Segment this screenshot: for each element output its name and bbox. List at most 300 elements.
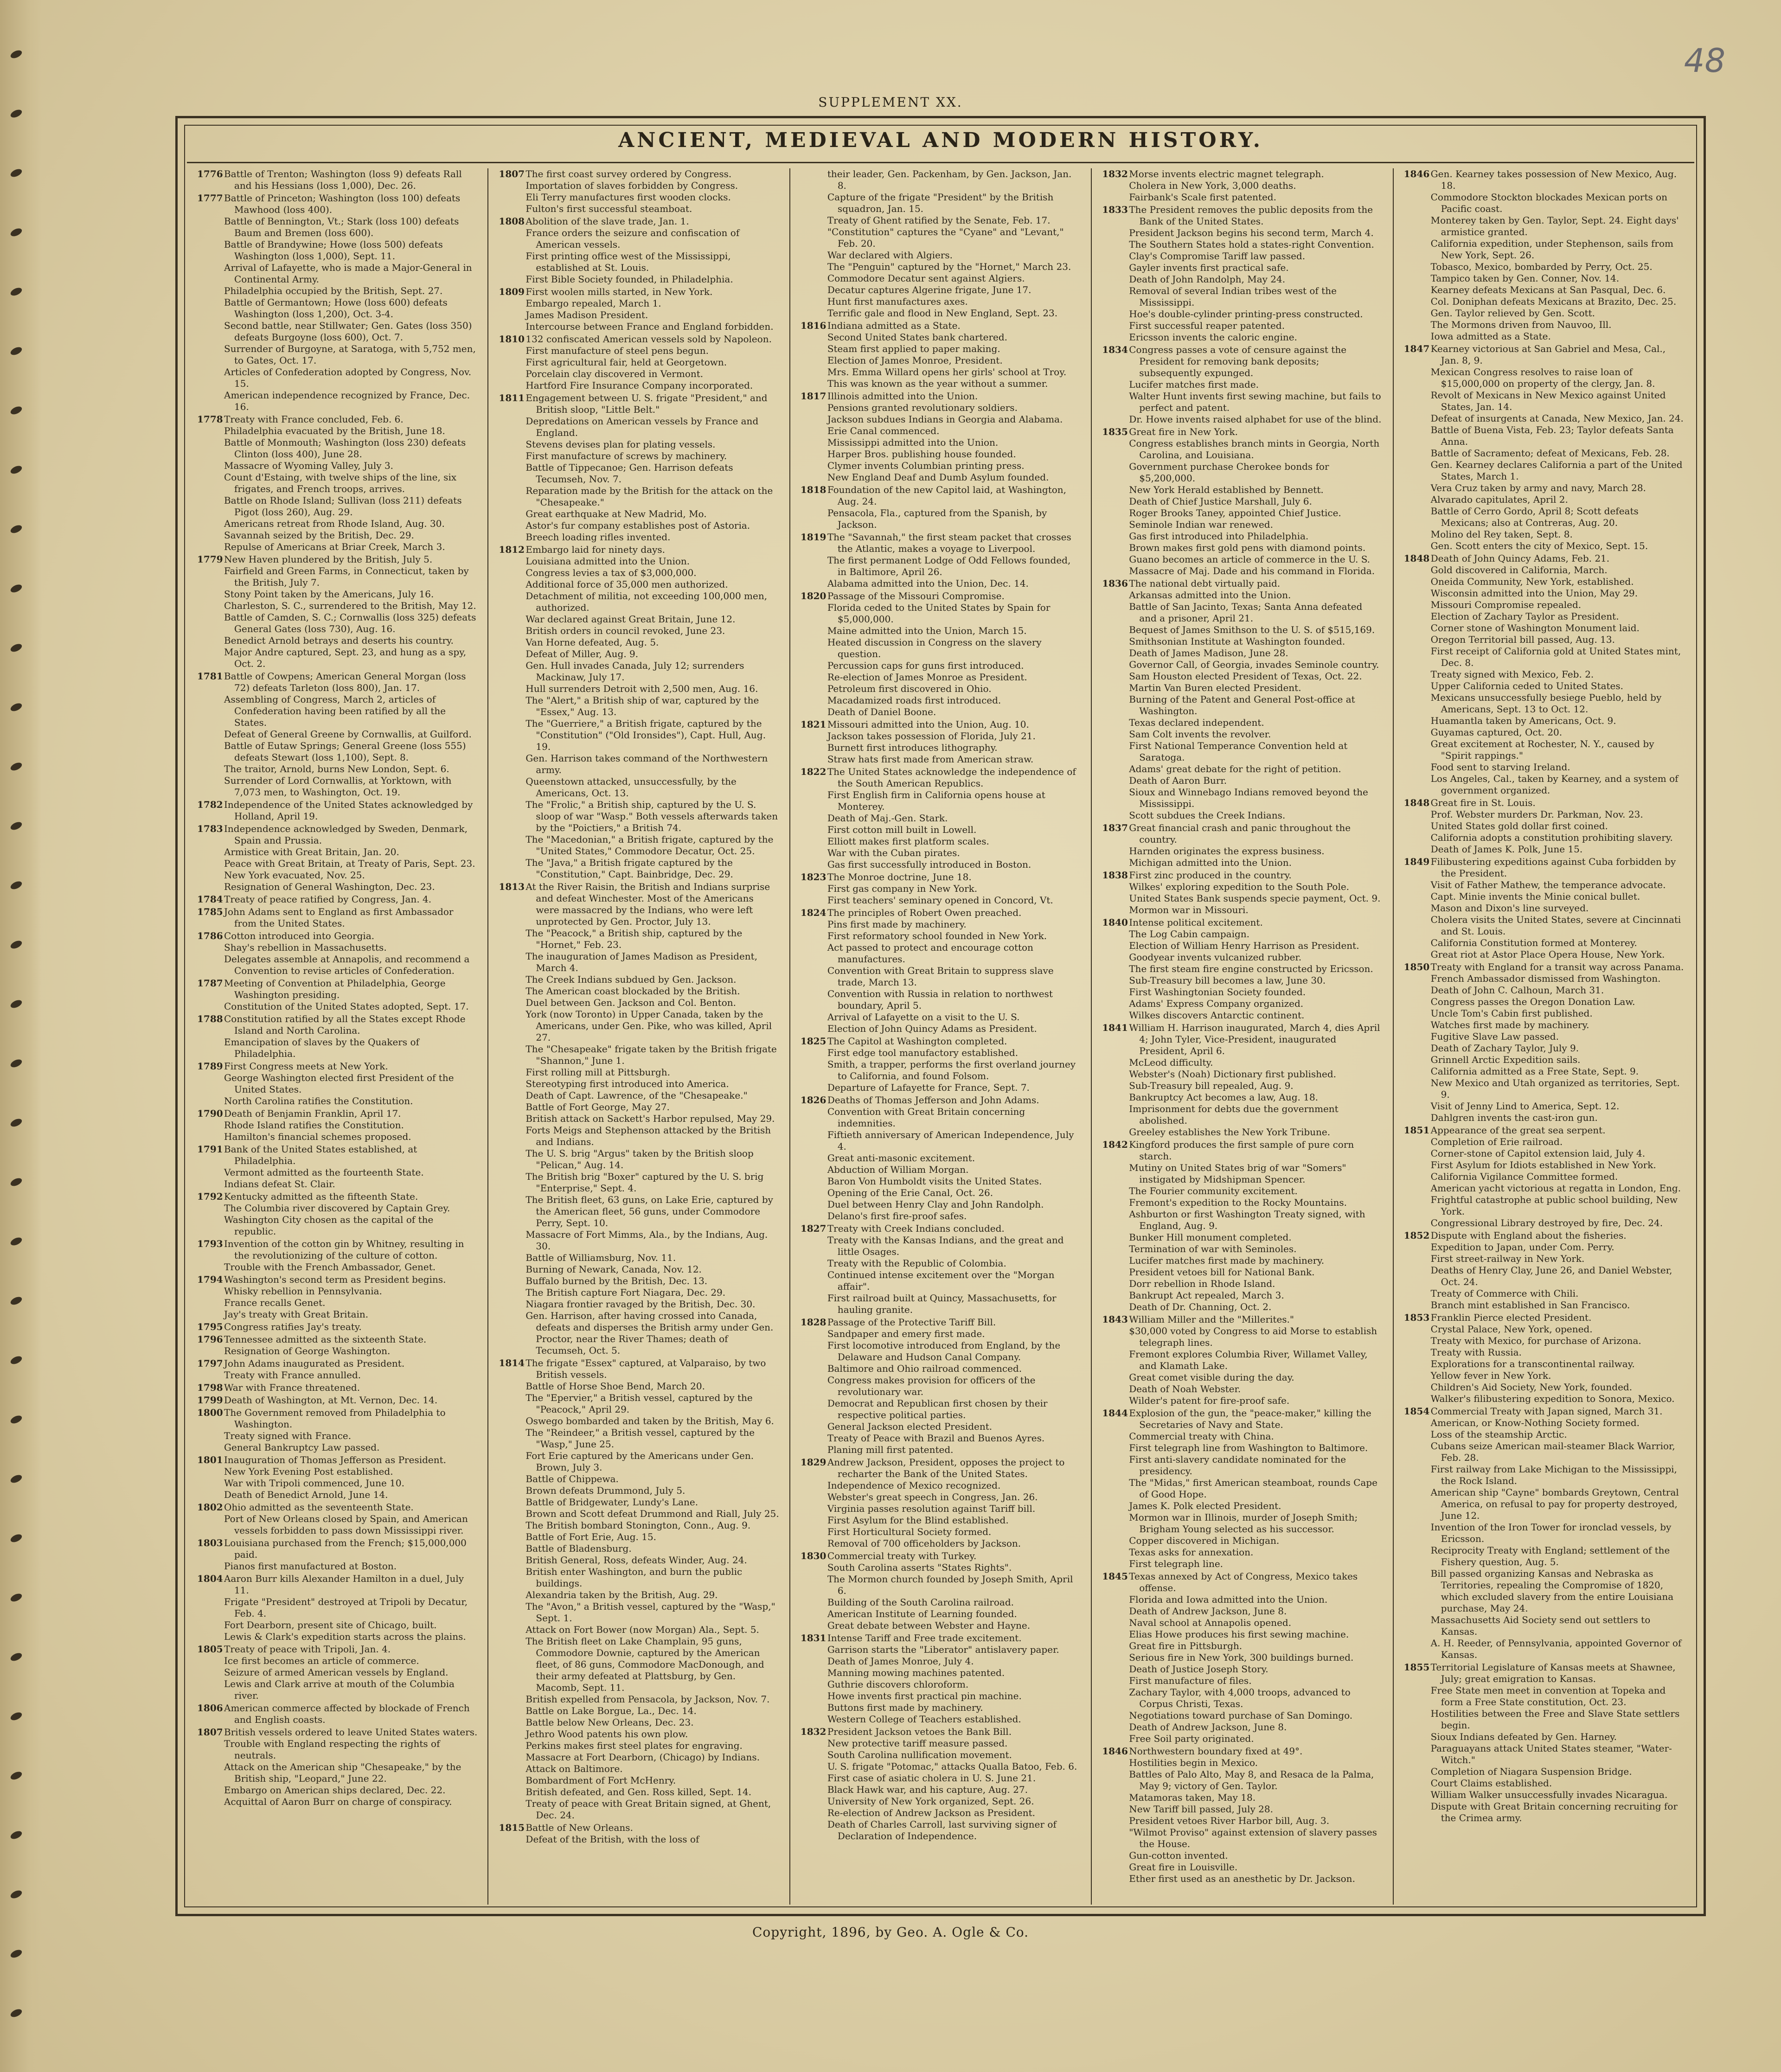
event-item: Death of Maj.-Gen. Stark.	[827, 812, 948, 824]
event-item: Congressional Library destroyed by fire, Dec. 24.	[1430, 1217, 1663, 1228]
year-label: 1792	[197, 1191, 223, 1202]
event-item: Treaty with England for a transit way across Panama.	[1430, 961, 1684, 972]
event-item: Gun-cotton invented.	[1129, 1850, 1228, 1861]
year-label: 1798	[197, 1382, 223, 1393]
event-item: Commercial Treaty with Japan signed, March 31.	[1430, 1406, 1663, 1417]
event-item: their leader, Gen. Packenham, by Gen. Jackson, Jan. 8.	[827, 168, 1072, 191]
year-label: 1777	[197, 192, 223, 204]
event-item: First Horticultural Society formed.	[827, 1526, 992, 1537]
event-item: Gas first introduced into Philadelphia.	[1129, 531, 1309, 542]
event-item: California expedition, under Stephenson, sails from New York, Sept. 26.	[1430, 238, 1673, 261]
event-list	[224, 671, 477, 798]
event-item: Percussion caps for guns first introduced.	[827, 660, 1024, 671]
event-item: The "Reindeer," a British vessel, captured by the "Wasp," June 25.	[525, 1427, 755, 1450]
event-item: Resignation of General Washington, Dec. 23.	[224, 881, 435, 892]
year-label: 1819	[800, 531, 826, 543]
event-item: First locomotive introduced from England, by the Delaware and Hudson Canal Company.	[827, 1340, 1061, 1362]
event-item: Seizure of armed American vessels by England.	[224, 1667, 448, 1678]
event-item: American commerce affected by blockade of French and English coasts.	[224, 1702, 470, 1725]
event-item: Texas asks for annexation.	[1129, 1547, 1254, 1558]
event-item: War with Tripoli commenced, June 10.	[224, 1477, 404, 1489]
event-item: Gen. Harrison takes command of the Northwestern army.	[525, 753, 768, 775]
year-label: 1831	[800, 1632, 826, 1644]
event-item: Heated discussion in Congress on the slavery question.	[827, 637, 1042, 659]
year-label: 1835	[1102, 426, 1128, 437]
event-list	[827, 390, 1081, 483]
event-item: Louisiana admitted into the Union.	[525, 556, 690, 567]
event-item: Battle of Cerro Gordo, April 8; Scott defeats Mexicans; also at Contreras, Aug. 20.	[1430, 505, 1639, 528]
event-item: The "Macedonian," a British frigate, captured by the "United States," Commodore Decatur, Oct. 25.	[525, 834, 774, 857]
event-list	[1129, 1139, 1382, 1313]
event-item: Walker's filibustering expedition to Sonora, Mexico.	[1430, 1393, 1675, 1404]
event-item: Intense Tariff and Free trade excitement.	[827, 1632, 1022, 1644]
event-item: Negotiations toward purchase of San Domingo.	[1129, 1710, 1353, 1721]
event-list	[224, 1502, 477, 1536]
event-list	[525, 1822, 779, 1845]
history-frame	[175, 116, 1706, 1916]
event-item: First gas company in New York.	[827, 883, 978, 894]
event-item: Seminole Indian war renewed.	[1129, 519, 1273, 530]
year-entry	[801, 1094, 1081, 1222]
event-item: The national debt virtually paid.	[1129, 578, 1281, 589]
event-item: First railway from Lake Michigan to the Mississippi, the Rock Island.	[1430, 1464, 1677, 1486]
event-item: Texas annexed by Act of Congress, Mexico takes offense.	[1129, 1571, 1358, 1593]
event-item: Petroleum first discovered in Ohio.	[827, 683, 992, 694]
event-item: Lewis & Clark's expedition starts across the plains.	[224, 1631, 466, 1642]
event-item: Removal of several Indian tribes west of the Mississippi.	[1129, 285, 1337, 308]
event-list	[1129, 1022, 1382, 1138]
year-label: 1787	[197, 978, 223, 989]
event-item: First telegraph line.	[1129, 1558, 1224, 1569]
event-item: Upper California ceded to United States.	[1430, 680, 1624, 691]
event-item: Elias Howe produces his first sewing machine.	[1129, 1629, 1349, 1640]
event-item: Arrival of Lafayette, who is made a Major-General in Continental Army.	[224, 262, 472, 285]
event-item: Sioux and Winnebago Indians removed beyond the Mississippi.	[1129, 787, 1368, 809]
year-label: 1796	[197, 1334, 223, 1345]
event-item: New protective tariff measure passed.	[827, 1738, 1008, 1749]
event-item: The traitor, Arnold, burns New London, Sept. 6.	[224, 763, 449, 774]
event-item: United States gold dollar first coined.	[1430, 820, 1608, 831]
event-item: Gen. Kearney declares California a part of the United States, March 1.	[1430, 459, 1683, 482]
event-item: Deaths of Henry Clay, June 26, and Daniel Webster, Oct. 24.	[1430, 1265, 1672, 1287]
event-item: Governor Call, of Georgia, invades Seminole country.	[1129, 659, 1379, 670]
event-item: Niagara frontier ravaged by the British, Dec. 30.	[525, 1298, 756, 1310]
event-item: The United States acknowledge the independence of the South American Republics.	[827, 766, 1076, 789]
event-list	[1431, 961, 1684, 1124]
event-item: American, or Know-Nothing Society formed.	[1430, 1417, 1640, 1428]
event-item: Guthrie discovers chloroform.	[827, 1679, 969, 1690]
year-entry	[197, 168, 477, 192]
event-item: Kearney defeats Mexicans at San Pasqual, Dec. 6.	[1430, 284, 1666, 295]
year-label: 1810	[499, 333, 525, 345]
event-item: The Fourier community excitement.	[1129, 1185, 1298, 1196]
event-list	[224, 1454, 477, 1501]
event-item: Hartford Fire Insurance Company incorporated.	[525, 380, 753, 391]
event-item: Ohio admitted as the seventeenth State.	[224, 1502, 414, 1513]
event-item: Mexican Congress resolves to raise loan of $15,000,000 on property of the clergy, Jan. 8.	[1430, 366, 1655, 389]
year-entry	[1404, 797, 1684, 855]
event-item: Death of Daniel Boone.	[827, 706, 936, 717]
event-item: Los Angeles, Cal., taken by Kearney, and a system of government organized.	[1430, 773, 1678, 796]
year-entry	[1404, 1406, 1684, 1661]
year-label: 1815	[499, 1822, 525, 1833]
event-item: The British fleet, 63 guns, on Lake Erie, captured by the American fleet, 56 guns, under Commodore Perry, Sept. 10.	[525, 1194, 773, 1228]
event-item: Buttons first made by machinery.	[827, 1702, 983, 1713]
event-item: Jackson takes possession of Florida, July 21.	[827, 730, 1036, 742]
year-label: 1826	[800, 1094, 826, 1106]
event-item: This was known as the year without a summer.	[827, 378, 1048, 389]
event-item: Hostilities between the Free and Slave State settlers begin.	[1430, 1708, 1680, 1731]
event-list	[224, 978, 477, 1012]
event-item: Congress passes the Oregon Donation Law.	[1430, 996, 1635, 1007]
event-item: Intercourse between France and England forbidden.	[525, 321, 774, 332]
event-item: Terrific gale and flood in New England, Sept. 23.	[827, 307, 1058, 319]
event-item: Fairbank's Scale first patented.	[1129, 192, 1276, 203]
binding-hole	[9, 820, 23, 831]
event-item: Death of James Monroe, July 4.	[827, 1656, 974, 1667]
year-label: 1784	[197, 894, 223, 905]
event-item: Indians defeat St. Clair.	[224, 1178, 335, 1189]
event-item: Monterey taken by Gen. Taylor, Sept. 24. Eight days' armistice granted.	[1430, 215, 1679, 237]
year-label: 1844	[1102, 1407, 1128, 1419]
event-item: Gayler invents first practical safe.	[1129, 262, 1289, 273]
event-item: "Constitution" captures the "Cyane" and "Levant," Feb. 20.	[827, 226, 1064, 249]
event-item: Free Soil party originated.	[1129, 1733, 1254, 1744]
event-item: Death of Capt. Lawrence, of the "Chesapeake."	[525, 1090, 748, 1101]
event-list	[1129, 1407, 1382, 1570]
year-label: 1834	[1102, 344, 1128, 355]
event-item: Brown defeats Drummond, July 5.	[525, 1485, 685, 1496]
event-list	[525, 168, 779, 215]
event-item: Battle of Cowpens; American General Morgan (loss 72) defeats Tarleton (loss 800), Jan. 17.	[224, 671, 466, 693]
binding-hole	[9, 702, 23, 713]
event-item: Missouri admitted into the Union, Aug. 10.	[827, 719, 1029, 730]
event-item: Kingford produces the first sample of pure corn starch.	[1129, 1139, 1354, 1162]
event-item: Defeat of insurgents at Canada, New Mexico, Jan. 24.	[1430, 413, 1684, 424]
year-entry	[197, 978, 477, 1012]
event-item: Gen. Kearney takes possession of New Mexico, Aug. 18.	[1430, 168, 1677, 191]
year-label: 1786	[197, 930, 223, 941]
event-item: U. S. frigate "Potomac," attacks Qualla Batoo, Feb. 6.	[827, 1761, 1077, 1772]
binding-hole	[9, 1236, 23, 1247]
event-item: Death of John C. Calhoun, March 31.	[1430, 985, 1604, 996]
event-item: Fort Erie captured by the Americans under Gen. Brown, July 3.	[525, 1450, 754, 1473]
event-item: Whisky rebellion in Pennsylvania.	[224, 1285, 382, 1297]
event-item: Continued intense excitement over the "Morgan affair".	[827, 1269, 1055, 1292]
year-entry	[1102, 1746, 1382, 1885]
event-list	[1129, 168, 1382, 203]
event-item: First street-railway in New York.	[1430, 1253, 1585, 1264]
year-label: 1846	[1403, 168, 1430, 179]
event-item: Battle of Camden, S. C.; Cornwallis (loss 325) defeats General Gates (loss 730), Aug. 16.	[224, 612, 476, 634]
event-item: British vessels ordered to leave United States waters.	[224, 1727, 478, 1738]
event-item: Treaty of Peace with Brazil and Buenos Ayres.	[827, 1432, 1045, 1444]
year-entry	[801, 1223, 1081, 1316]
event-item: First Congress meets at New York.	[224, 1061, 388, 1072]
event-item: Stereotyping first introduced into America.	[525, 1078, 729, 1089]
event-item: Commodore Decatur sent against Algiers.	[827, 273, 1025, 284]
year-entry	[499, 392, 779, 543]
event-item: McLeod difficulty.	[1129, 1057, 1213, 1068]
event-list	[224, 906, 477, 929]
event-item: Florida and Iowa admitted into the Union.	[1129, 1594, 1328, 1605]
event-item: The President removes the public deposits from the Bank of the United States.	[1129, 204, 1373, 227]
event-item: The principles of Robert Owen preached.	[827, 907, 1022, 918]
event-list	[224, 1702, 477, 1726]
binding-hole	[9, 998, 23, 1010]
event-item: The "Peacock," a British ship, captured by the "Hornet," Feb. 23.	[525, 927, 743, 950]
event-item: Frightful catastrophe at public school building, New York.	[1430, 1194, 1678, 1217]
event-item: Dahlgren invents the cast-iron gun.	[1430, 1112, 1598, 1123]
year-entry	[197, 671, 477, 798]
event-item: Roger Brooks Taney, appointed Chief Justice.	[1129, 507, 1341, 518]
event-list	[224, 1573, 477, 1643]
event-list	[827, 484, 1081, 531]
year-label: 1855	[1403, 1662, 1430, 1673]
event-item: General Bankruptcy Law passed.	[224, 1442, 380, 1453]
event-list	[827, 1457, 1081, 1549]
event-item: Garrison starts the "Liberator" antislavery paper.	[827, 1644, 1059, 1655]
event-item: James K. Polk elected President.	[1129, 1500, 1281, 1511]
year-entry	[801, 1317, 1081, 1456]
event-item: The "Midas," first American steamboat, rounds Cape of Good Hope.	[1129, 1477, 1377, 1500]
event-item: Andrew Jackson, President, opposes the project to recharter the Bank of the United States.	[827, 1457, 1065, 1479]
year-entry	[197, 894, 477, 905]
event-list	[224, 168, 477, 192]
event-item: The British fleet on Lake Champlain, 95 guns, Commodore Downie, captured by the American fleet, of 86 guns, Commodore MacDonough, and their army defeated at Plattsburg, by Gen. Macomb, Sept. 11.	[525, 1636, 764, 1693]
binding-hole	[9, 1829, 23, 1841]
year-label: 1848	[1403, 797, 1430, 808]
event-item: The Mormon church founded by Joseph Smith, April 6.	[827, 1573, 1073, 1596]
binding-hole	[9, 1177, 23, 1188]
event-item: Vermont admitted as the fourteenth State.	[224, 1167, 424, 1178]
event-item: Perkins makes first steel plates for engraving.	[525, 1740, 743, 1751]
event-item: Visit of Jenny Lind to America, Sept. 12.	[1430, 1100, 1620, 1112]
event-list	[224, 894, 477, 905]
event-item: Battle of New Orleans.	[525, 1822, 633, 1833]
year-entry	[1102, 1314, 1382, 1407]
event-item: Peace with Great Britain, at Treaty of Paris, Sept. 23.	[224, 858, 475, 869]
year-entry	[1404, 856, 1684, 960]
event-list	[827, 320, 1081, 390]
event-item: Macadamized roads first introduced.	[827, 695, 1001, 706]
event-item: Abduction of William Morgan.	[827, 1164, 969, 1175]
event-item: William H. Harrison inaugurated, March 4, dies April 4; John Tyler, Vice-President, inaugurated President, April 6.	[1129, 1022, 1380, 1056]
binding-hole	[9, 167, 23, 179]
event-item: Emancipation of slaves by the Quakers of Philadelphia.	[224, 1036, 419, 1059]
year-entry	[197, 823, 477, 893]
event-item: Bill passed organizing Kansas and Nebraska as Territories, repealing the Compromise of 1820, which excluded slavery from the entire Louisiana purchase, May 24.	[1430, 1568, 1674, 1614]
event-item: First successful reaper patented.	[1129, 320, 1285, 331]
event-item: The British bombard Stonington, Conn., Aug. 9.	[525, 1520, 751, 1531]
year-label: 1801	[197, 1454, 223, 1465]
event-item: Mrs. Emma Willard opens her girls' school at Troy.	[827, 366, 1067, 377]
year-entry	[801, 590, 1081, 718]
year-label: 1795	[197, 1321, 223, 1332]
event-item: Washington's second term as President begins.	[224, 1274, 446, 1285]
event-item: Pensacola, Fla., captured from the Spanish, by Jackson.	[827, 507, 1047, 530]
event-item: Treaty with the Kansas Indians, and the great and little Osages.	[827, 1234, 1064, 1257]
event-item: The "Penguin" captured by the "Hornet," March 23.	[827, 261, 1071, 272]
year-entry	[1404, 168, 1684, 342]
event-item: Sam Houston elected President of Texas, Oct. 22.	[1129, 671, 1362, 682]
event-list	[1129, 1314, 1382, 1407]
event-item: Great anti-masonic excitement.	[827, 1152, 975, 1164]
event-item: Fairfield and Green Farms, in Connecticut, taken by the British, July 7.	[224, 565, 469, 588]
event-list	[827, 531, 1081, 589]
event-item: Hoe's double-cylinder printing-press constructed.	[1129, 308, 1363, 320]
event-item: Mexicans unsuccessfully besiege Pueblo, held by Americans, Sept. 13 to Oct. 12.	[1430, 692, 1662, 715]
year-entry	[801, 1726, 1081, 1842]
event-item: Great earthquake at New Madrid, Mo.	[525, 508, 707, 519]
event-item: First printing office west of the Mississippi, established at St. Louis.	[525, 250, 731, 273]
event-item: Revolt of Mexicans in New Mexico against United States, Jan. 14.	[1430, 390, 1666, 412]
year-label: 1851	[1403, 1125, 1430, 1136]
event-item: Battle of Brandywine; Howe (loss 500) defeats Washington (loss 1,000), Sept. 11.	[224, 239, 443, 262]
event-item: Tampico taken by Gen. Conner, Nov. 14.	[1430, 273, 1620, 284]
event-item: Depredations on American vessels by France and England.	[525, 416, 759, 438]
event-item: Kentucky admitted as the fifteenth State.	[224, 1191, 418, 1202]
event-item: Jethro Wood patents his own plow.	[525, 1728, 688, 1739]
event-item: Kearney victorious at San Gabriel and Mesa, Cal., Jan. 8, 9.	[1430, 343, 1666, 366]
event-item: Treaty with Russia.	[1430, 1347, 1522, 1358]
event-item: Straw hats first made from American straw.	[827, 754, 1034, 765]
event-item: Huamantla taken by Americans, Oct. 9.	[1430, 715, 1616, 726]
event-item: Invention of the Iron Tower for ironclad vessels, by Ericsson.	[1430, 1522, 1672, 1544]
event-item: Gen. Hull invades Canada, July 12; surrenders Mackinaw, July 17.	[525, 660, 744, 683]
event-item: Gold discovered in California, March.	[1430, 564, 1608, 576]
event-item: Bankrupt Act repealed, March 3.	[1129, 1290, 1284, 1301]
event-item: Pianos first manufactured at Boston.	[224, 1560, 397, 1572]
event-item: Count d'Estaing, with twelve ships of the line, six frigates, and French troops, arrives.	[224, 472, 457, 494]
event-list	[224, 1407, 477, 1453]
event-item: The first permanent Lodge of Odd Fellows founded, in Baltimore, April 26.	[827, 555, 1071, 577]
binding-hole	[9, 939, 23, 950]
year-label: 1813	[499, 881, 525, 892]
event-item: Death of Zachary Taylor, July 9.	[1430, 1042, 1579, 1054]
event-item: Hunt first manufactures axes.	[827, 296, 968, 307]
event-item: President Jackson begins his second term, March 4.	[1129, 227, 1374, 238]
year-entry	[801, 907, 1081, 1035]
event-item: First telegraph line from Washington to Baltimore.	[1129, 1442, 1368, 1453]
event-item: Vera Cruz taken by army and navy, March 28.	[1430, 482, 1646, 493]
binding-hole	[9, 227, 23, 238]
event-item: Serious fire in New York, 300 buildings burned.	[1129, 1652, 1354, 1663]
event-item: Attack on Fort Bower (now Morgan) Ala., Sept. 5.	[525, 1624, 759, 1635]
event-list	[525, 881, 779, 1356]
event-item: Treaty with France annulled.	[224, 1369, 361, 1381]
event-item: The Columbia river discovered by Captain Grey.	[224, 1202, 450, 1214]
year-entry	[1404, 1125, 1684, 1229]
event-list	[224, 1727, 477, 1808]
year-entry	[801, 531, 1081, 589]
event-item: Sub-Treasury bill repealed, Aug. 9.	[1129, 1080, 1294, 1091]
binding-edge	[0, 0, 42, 2072]
year-label: 1847	[1403, 343, 1430, 354]
event-item: Buffalo burned by the British, Dec. 13.	[525, 1275, 708, 1286]
year-label: 1845	[1102, 1571, 1128, 1582]
year-entry	[197, 1644, 477, 1701]
event-item: France orders the seizure and confiscation of American vessels.	[525, 227, 740, 250]
year-label: 1781	[197, 671, 223, 682]
event-item: Attack on Baltimore.	[525, 1763, 623, 1774]
event-list	[1431, 168, 1684, 342]
event-item: Elliott makes first platform scales.	[827, 836, 989, 847]
year-label: 1854	[1403, 1406, 1430, 1417]
event-item: Goodyear invents vulcanized rubber.	[1129, 952, 1302, 963]
year-label: 1822	[800, 766, 826, 777]
event-item: $30,000 voted by Congress to aid Morse to establish telegraph lines.	[1129, 1325, 1377, 1348]
year-entry	[197, 1454, 477, 1501]
event-item: Alvarado capitulates, April 2.	[1430, 494, 1568, 505]
event-item: President Jackson vetoes the Bank Bill.	[827, 1726, 1012, 1737]
binding-hole	[9, 1295, 23, 1306]
event-item: Van Horne defeated, Aug. 5.	[525, 637, 659, 648]
event-item: Death of Washington, at Mt. Vernon, Dec. 14.	[224, 1394, 438, 1406]
binding-hole	[9, 583, 23, 594]
event-item: Duel between Henry Clay and John Randolph.	[827, 1199, 1044, 1210]
event-item: Death of Aaron Burr.	[1129, 775, 1227, 786]
event-item: New Mexico and Utah organized as territories, Sept. 9.	[1430, 1077, 1680, 1100]
event-item: Reciprocity Treaty with England; settlement of the Fishery question, Aug. 5.	[1430, 1545, 1670, 1567]
year-label: 1814	[499, 1357, 525, 1369]
event-item: New York Herald established by Bennett.	[1129, 484, 1324, 495]
event-item: York (now Toronto) in Upper Canada, taken by the Americans, under Gen. Pike, who was killed, April 27.	[525, 1009, 772, 1043]
event-item: Great fire in New York.	[1129, 426, 1238, 437]
event-item: First Asylum for Idiots established in New York.	[1430, 1159, 1656, 1170]
year-label: 1841	[1102, 1022, 1128, 1033]
event-item: Copper discovered in Michigan.	[1129, 1535, 1280, 1546]
event-item: Forts Meigs and Stephenson attacked by the British and Indians.	[525, 1125, 771, 1147]
copyright-line: Copyright, 1896, by Geo. A. Ogle & Co.	[752, 1925, 1029, 1940]
page-number: 48	[1684, 42, 1725, 80]
year-entry	[197, 1727, 477, 1808]
event-item: Alabama admitted into the Union, Dec. 14.	[827, 578, 1029, 589]
event-item: Great debate between Webster and Hayne.	[827, 1620, 1031, 1631]
binding-hole	[9, 1711, 23, 1722]
event-item: Act passed to protect and encourage cotton manufactures.	[827, 942, 1033, 965]
year-label: 1825	[800, 1036, 826, 1047]
event-item: Baltimore and Ohio railroad commenced.	[827, 1363, 1022, 1374]
event-item: Smith, a trapper, performs the first overland journey to California, and found Folsom.	[827, 1059, 1076, 1081]
event-list	[224, 1108, 477, 1143]
event-item: William Walker unsuccessfully invades Nicaragua.	[1430, 1789, 1668, 1800]
event-item: Cholera visits the United States, severe at Cincinnati and St. Louis.	[1430, 914, 1681, 937]
event-item: Battle of Bridgewater, Lundy's Lane.	[525, 1496, 698, 1508]
event-item: Texas declared independent.	[1129, 717, 1264, 728]
event-list	[224, 1144, 477, 1190]
year-entry	[197, 1502, 477, 1536]
event-item: Death of James Madison, June 28.	[1129, 647, 1288, 659]
event-item: Territorial Legislature of Kansas meets at Shawnee, July; great emigration to Kansas.	[1430, 1662, 1676, 1684]
event-item: First cotton mill built in Lowell.	[827, 824, 977, 835]
year-label: 1794	[197, 1274, 223, 1285]
binding-hole	[9, 1058, 23, 1069]
binding-hole	[9, 642, 23, 653]
event-item: Harper Bros. publishing house founded.	[827, 448, 1016, 460]
year-label: 1791	[197, 1144, 223, 1155]
event-list	[224, 1321, 477, 1333]
event-item: Second battle, near Stillwater; Gen. Gates (loss 350) defeats Burgoyne (loss 600), Oct. 7.	[224, 320, 472, 343]
event-item: James Madison President.	[525, 309, 648, 320]
year-entry	[1404, 961, 1684, 1124]
event-item: Cotton introduced into Georgia.	[224, 930, 375, 941]
event-item: Assembling of Congress, March 2, articles of Confederation having been ratified by all the States.	[224, 694, 446, 728]
event-item: Pensions granted revolutionary soldiers.	[827, 402, 1018, 413]
year-entry	[801, 1457, 1081, 1549]
year-entry	[499, 168, 779, 215]
event-item: Aaron Burr kills Alexander Hamilton in a duel, July 11.	[224, 1573, 464, 1596]
